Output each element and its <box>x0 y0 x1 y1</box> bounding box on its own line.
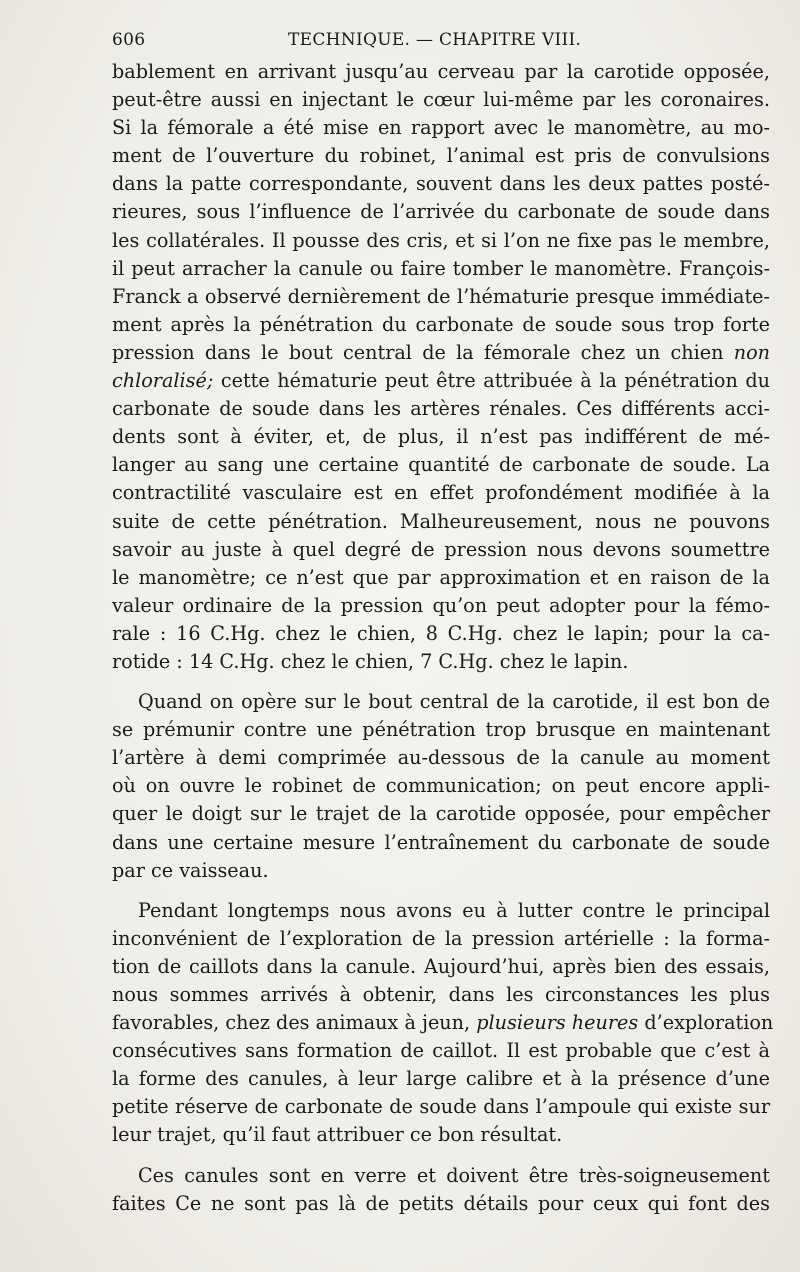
text-line <box>112 339 770 367</box>
text-line: dans la patte correspondante, souvent dans les deux pattes posté- <box>112 172 770 196</box>
text-line: bablement en arrivant jusqu’au cerveau par la carotide opposée, <box>112 60 770 83</box>
text-run: d’exploration <box>638 1011 774 1035</box>
text-run: cette hématurie peut être attribuée à la pénétration du <box>213 369 770 393</box>
text-line <box>112 1009 774 1037</box>
text-run: pression dans le bout central de la fémorale chez un chien <box>112 340 734 364</box>
text-line: le manomètre; ce n’est que par approximation et en raison de la <box>112 565 770 589</box>
page-number: 606 <box>112 30 146 50</box>
text-line: Ces canules sont en verre et doivent être très-soigneusement <box>138 1163 770 1187</box>
paragraph-4 <box>112 1162 770 1218</box>
text-line: peut-être aussi en injectant le cœur lui-même par les coronaires. <box>112 88 770 112</box>
text-line: carbonate de soude dans les artères rénales. Ces différents acci- <box>112 397 770 421</box>
text-line <box>112 367 770 395</box>
italic-text: chloralisé; <box>112 369 214 393</box>
text-line: valeur ordinaire de la pression qu’on peut adopter pour la fémo- <box>112 593 770 617</box>
italic-text: non <box>733 340 770 364</box>
text-line: les collatérales. Il pousse des cris, et si l’on ne fixe pas le membre, <box>112 228 770 252</box>
paragraph-2 <box>112 688 770 885</box>
text-line: Pendant longtemps nous avons eu à lutter contre le principal <box>138 898 770 922</box>
paragraph-3 <box>112 897 774 1150</box>
text-line: rale : 16 C.Hg. chez le chien, 8 C.Hg. chez le lapin; pour la ca- <box>112 621 770 645</box>
text-line: inconvénient de l’exploration de la pression artérielle : la forma- <box>112 926 770 950</box>
text-line: nous sommes arrivés à obtenir, dans les circonstances les plus <box>112 983 770 1006</box>
text-line: la forme des canules, à leur large calibre et à la présence d’une <box>112 1067 770 1091</box>
body-text <box>112 58 774 1218</box>
text-line: quer le doigt sur le trajet de la carotide opposée, pour empêcher <box>112 802 770 826</box>
text-line: où on ouvre le robinet de communication; on peut encore appli- <box>112 774 770 798</box>
running-header <box>112 26 768 54</box>
text-line: dents sont à éviter, et, de plus, il n’est pas indifférent de mé- <box>112 425 770 449</box>
text-line: ment de l’ouverture du robinet, l’animal est pris de convulsions <box>112 144 770 168</box>
text-line: ment après la pénétration du carbonate de soude sous trop forte <box>112 312 770 336</box>
text-line: savoir au juste à quel degré de pression nous devons soumettre <box>112 537 770 561</box>
text-line: Franck a observé dernièrement de l’hématurie presque immédiate- <box>112 284 770 308</box>
text-line: dans une certaine mesure l’entraînement du carbonate de soude <box>112 830 770 854</box>
text-line: Si la fémorale a été mise en rapport avec le manomètre, au mo- <box>112 116 770 140</box>
text-line: faites Ce ne sont pas là de petits détails pour ceux qui font des <box>112 1191 770 1215</box>
text-line: par ce vaisseau. <box>112 858 269 882</box>
text-line: l’artère à demi comprimée au-dessous de la canule au moment <box>112 746 770 770</box>
text-line: langer au sang une certaine quantité de carbonate de soude. La <box>112 453 770 477</box>
text-line: contractilité vasculaire est en effet profondément modifiée à la <box>112 481 770 505</box>
text-line: il peut arracher la canule ou faire tomber le manomètre. François- <box>112 256 770 280</box>
text-run: favorables, chez des animaux à jeun, <box>112 1011 477 1035</box>
text-line: rotide : 14 C.Hg. chez le chien, 7 C.Hg. chez le lapin. <box>112 649 629 673</box>
italic-text: plusieurs heures <box>476 1011 639 1035</box>
text-line: rieures, sous l’influence de l’arrivée du carbonate de soude dans <box>112 200 770 224</box>
text-line: tion de caillots dans la canule. Aujourd’hui, après bien des essais, <box>112 954 770 978</box>
text-line: suite de cette pénétration. Malheureusement, nous ne pouvons <box>112 509 770 533</box>
text-line: se prémunir contre une pénétration trop brusque en maintenant <box>112 718 770 742</box>
running-title: TECHNIQUE. — CHAPITRE VIII. <box>288 30 582 50</box>
paragraph-1 <box>112 58 770 676</box>
text-line: petite réserve de carbonate de soude dans l’ampoule qui existe sur <box>112 1095 770 1119</box>
text-line: leur trajet, qu’il faut attribuer ce bon résultat. <box>112 1123 563 1147</box>
text-line: consécutives sans formation de caillot. Il est probable que c’est à <box>112 1039 770 1063</box>
text-line: Quand on opère sur le bout central de la carotide, il est bon de <box>138 690 770 714</box>
